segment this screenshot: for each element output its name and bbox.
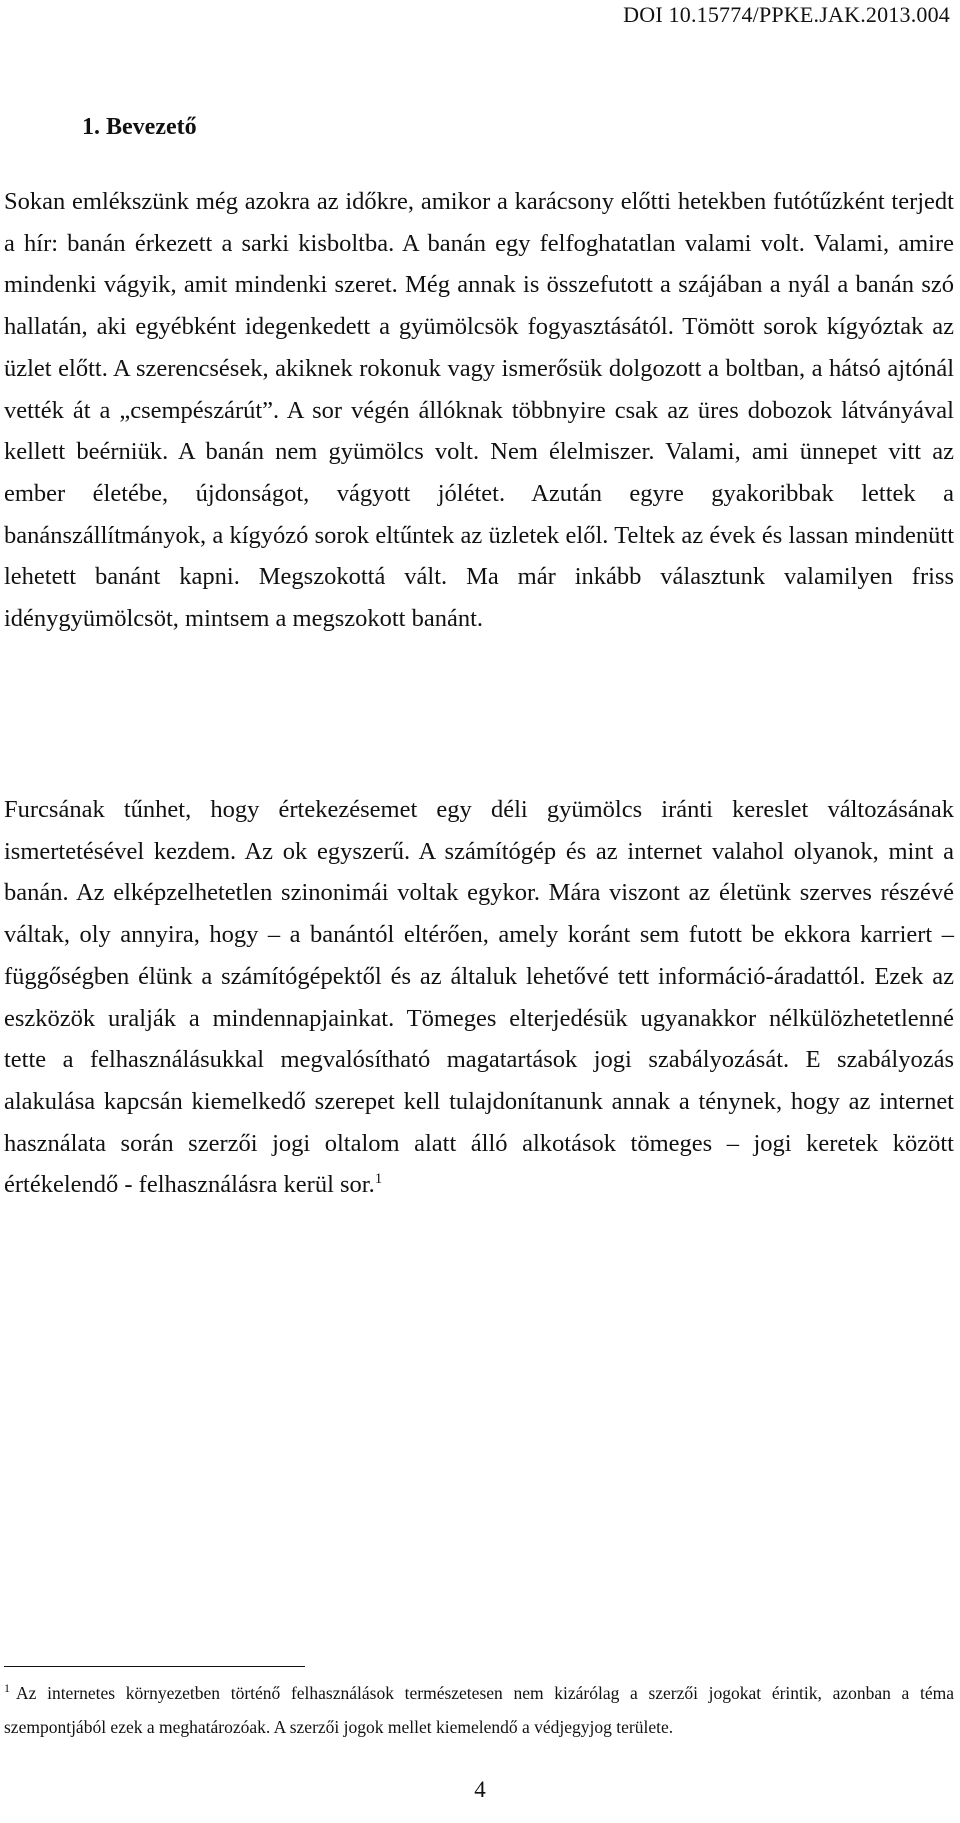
footnote-reference[interactable]: 1 (374, 1171, 383, 1188)
doi-header: DOI 10.15774/PPKE.JAK.2013.004 (623, 2, 950, 27)
page-number: 4 (474, 1777, 486, 1802)
body-paragraph-1 (4, 181, 954, 640)
footnote (4, 1677, 954, 1744)
footnote-text: Az internetes környezetben történő felhasználások természetesen nem kizárólag a szerzői jogokat érintik, azonban a téma szempontjából ezek a meghatározóak. A szerzői jogok mellet kiemelendő a védjegyjog területe. (4, 1683, 954, 1737)
footnote-separator (4, 1666, 305, 1667)
paragraph-1-text: Sokan emlékszünk még azokra az időkre, amikor a karácsony előtti hetekben futótűzként terjedt a hír: banán érkezett a sarki kisboltba. A banán egy felfoghatatlan valami volt. Valami, amire mindenki vágyik, amit mindenki szeret. Még annak is összefutott a szájában a nyál a banán szó hallatán, aki egyébként idegenkedett a gyümölcsök fogyasztásától. Tömött sorok kígyóztak az üzlet előtt. A szerencsések, akiknek rokonuk vagy ismerősük dolgozott a boltban, a hátsó ajtónál vették át a „csempészárút”. A sor végén állóknak többnyire csak az üres dobozok látványával kellett beérniük. A banán nem gyümölcs volt. Nem élelmiszer. Valami, ami ünnepet vitt az ember életébe, újdonságot, vágyott jólétet. Azután egyre gyakoribbak lettek a banánszállítmányok, a kígyózó sorok eltűntek az üzletek elől. Teltek az évek és lassan mindenütt lehetett banánt kapni. Megszokottá vált. Ma már inkább választunk valamilyen friss idénygyümölcsöt, mintsem a megszokott banánt. (4, 188, 954, 633)
section-heading: 1. Bevezető (82, 114, 197, 140)
paragraph-2-text: Furcsának tűnhet, hogy értekezésemet egy déli gyümölcs iránti kereslet változásának ismertetésével kezdem. Az ok egyszerű. A számítógép és az internet valahol olyanok, mint a banán. Az elképzelhetetlen szinonimái voltak egykor. Mára viszont az életünk szerves részévé váltak, oly annyira, hogy – a banántól eltérően, amely koránt sem futott be ekkora karriert – függőségben élünk a számítógépektől és az általuk lehetővé tett információ-áradattól. Ezek az eszközök uralják a mindennapjainkat. Tömeges elterjedésük ugyanakkor nélkülözhetetlenné tette a felhasználásukkal megvalósítható magatartások jogi szabályozását. E szabályozás alakulása kapcsán kiemelkedő szerepet kell tulajdonítanunk annak a ténynek, hogy az internet használata során szerzői jogi oltalom alatt álló alkotások tömeges – jogi keretek között értékelendő - felhasználásra kerül sor. (4, 796, 954, 1199)
body-paragraph-2 (4, 789, 954, 1206)
footnote-number: 1 (4, 1681, 10, 1696)
